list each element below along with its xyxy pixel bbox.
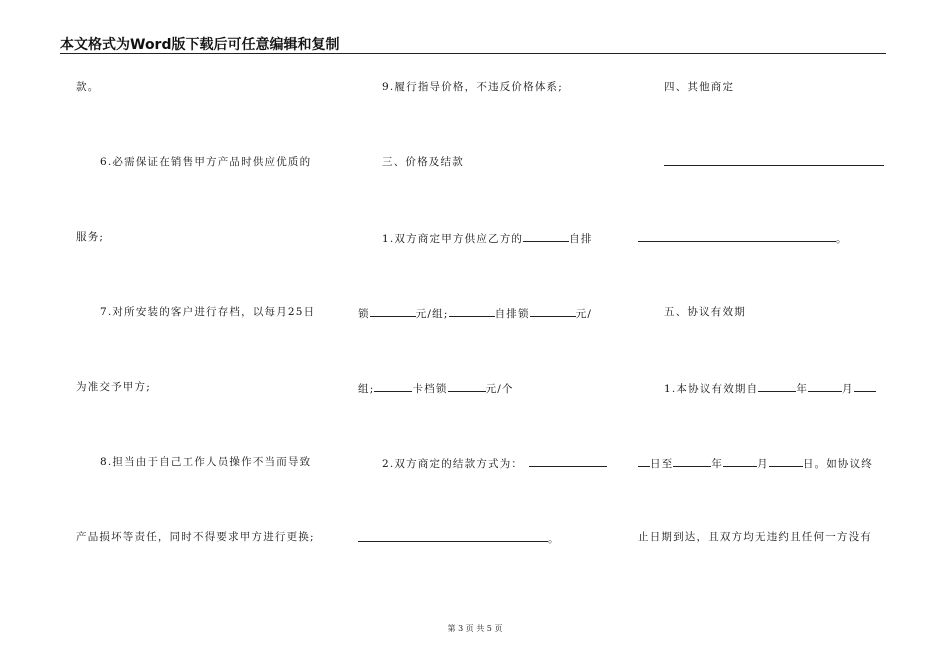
blank-field (638, 455, 650, 467)
blank-field (854, 380, 876, 392)
blank-field (664, 165, 884, 166)
right-line-6-c: 月 (757, 458, 769, 470)
blank-field (370, 305, 416, 317)
blank-field (673, 455, 711, 467)
right-line-5-a: 1.本协议有效期自 (664, 383, 759, 395)
middle-line-6-text: 2.双方商定的结款方式为： (382, 458, 524, 470)
blank-field (808, 380, 842, 392)
left-line-2: 6.必需保证在销售甲方产品时供应优质的 (100, 156, 312, 168)
right-line-7: 止日期到达，且双方均无违约且任何一方没有 (638, 531, 872, 543)
middle-line-5 (358, 380, 514, 396)
right-line-1: 四、其他商定 (664, 81, 735, 93)
middle-line-6 (382, 455, 607, 471)
middle-line-4 (358, 305, 592, 321)
right-line-6-b: 年 (711, 458, 724, 470)
blank-field (448, 380, 486, 392)
right-line-6-d: 日。如协议终 (802, 458, 874, 470)
left-line-1: 款。 (76, 81, 100, 93)
right-line-5 (664, 380, 876, 396)
blank-field (758, 380, 796, 392)
middle-line-7 (358, 530, 560, 546)
document-header-title: 本文格式为Word版下载后可任意编辑和复制 (60, 37, 340, 53)
right-line-6-a: 日至 (650, 458, 674, 470)
middle-line-7-end: 。 (548, 533, 560, 545)
left-line-5: 为准交予甲方; (76, 381, 151, 393)
header-divider (60, 53, 886, 54)
right-line-3-end: 。 (836, 233, 848, 245)
right-line-6 (638, 455, 873, 471)
middle-line-5-a: 组; (358, 383, 375, 395)
middle-line-3-text: 1.双方商定甲方供应乙方的 (382, 233, 524, 245)
middle-line-4-a: 锁 (358, 308, 370, 320)
blank-field (638, 230, 836, 242)
blank-field (449, 305, 495, 317)
middle-line-5-b: 卡档锁 (412, 383, 448, 395)
right-line-5-b: 年 (796, 383, 809, 395)
middle-line-3 (382, 230, 593, 246)
left-line-4: 7.对所安装的客户进行存档，以每月25日 (100, 306, 316, 318)
blank-field (723, 455, 757, 467)
blank-field (374, 380, 412, 392)
middle-line-4-c: 自排锁 (494, 308, 530, 320)
left-line-6: 8.担当由于自己工作人员操作不当而导致 (100, 456, 312, 468)
page-number: 第 3 页 共 5 页 (447, 624, 503, 633)
middle-line-3-end: 自排 (569, 233, 593, 245)
middle-line-1: 9.履行指导价格，不违反价格体系; (382, 81, 563, 93)
left-line-7: 产品损坏等责任，同时不得要求甲方进行更换; (76, 531, 315, 543)
right-line-5-c: 月 (842, 383, 854, 395)
middle-line-4-b: 元/组; (415, 308, 449, 320)
right-line-4: 五、协议有效期 (664, 306, 746, 318)
blank-field (769, 455, 803, 467)
blank-field (523, 230, 569, 242)
blank-field (530, 305, 576, 317)
left-line-3: 服务; (76, 231, 105, 243)
blank-field (358, 530, 548, 542)
middle-line-2: 三、价格及结款 (382, 156, 464, 168)
middle-line-5-c: 元/个 (485, 383, 514, 395)
middle-line-4-d: 元/ (575, 308, 593, 320)
right-line-3 (638, 230, 848, 246)
blank-field (529, 455, 607, 467)
